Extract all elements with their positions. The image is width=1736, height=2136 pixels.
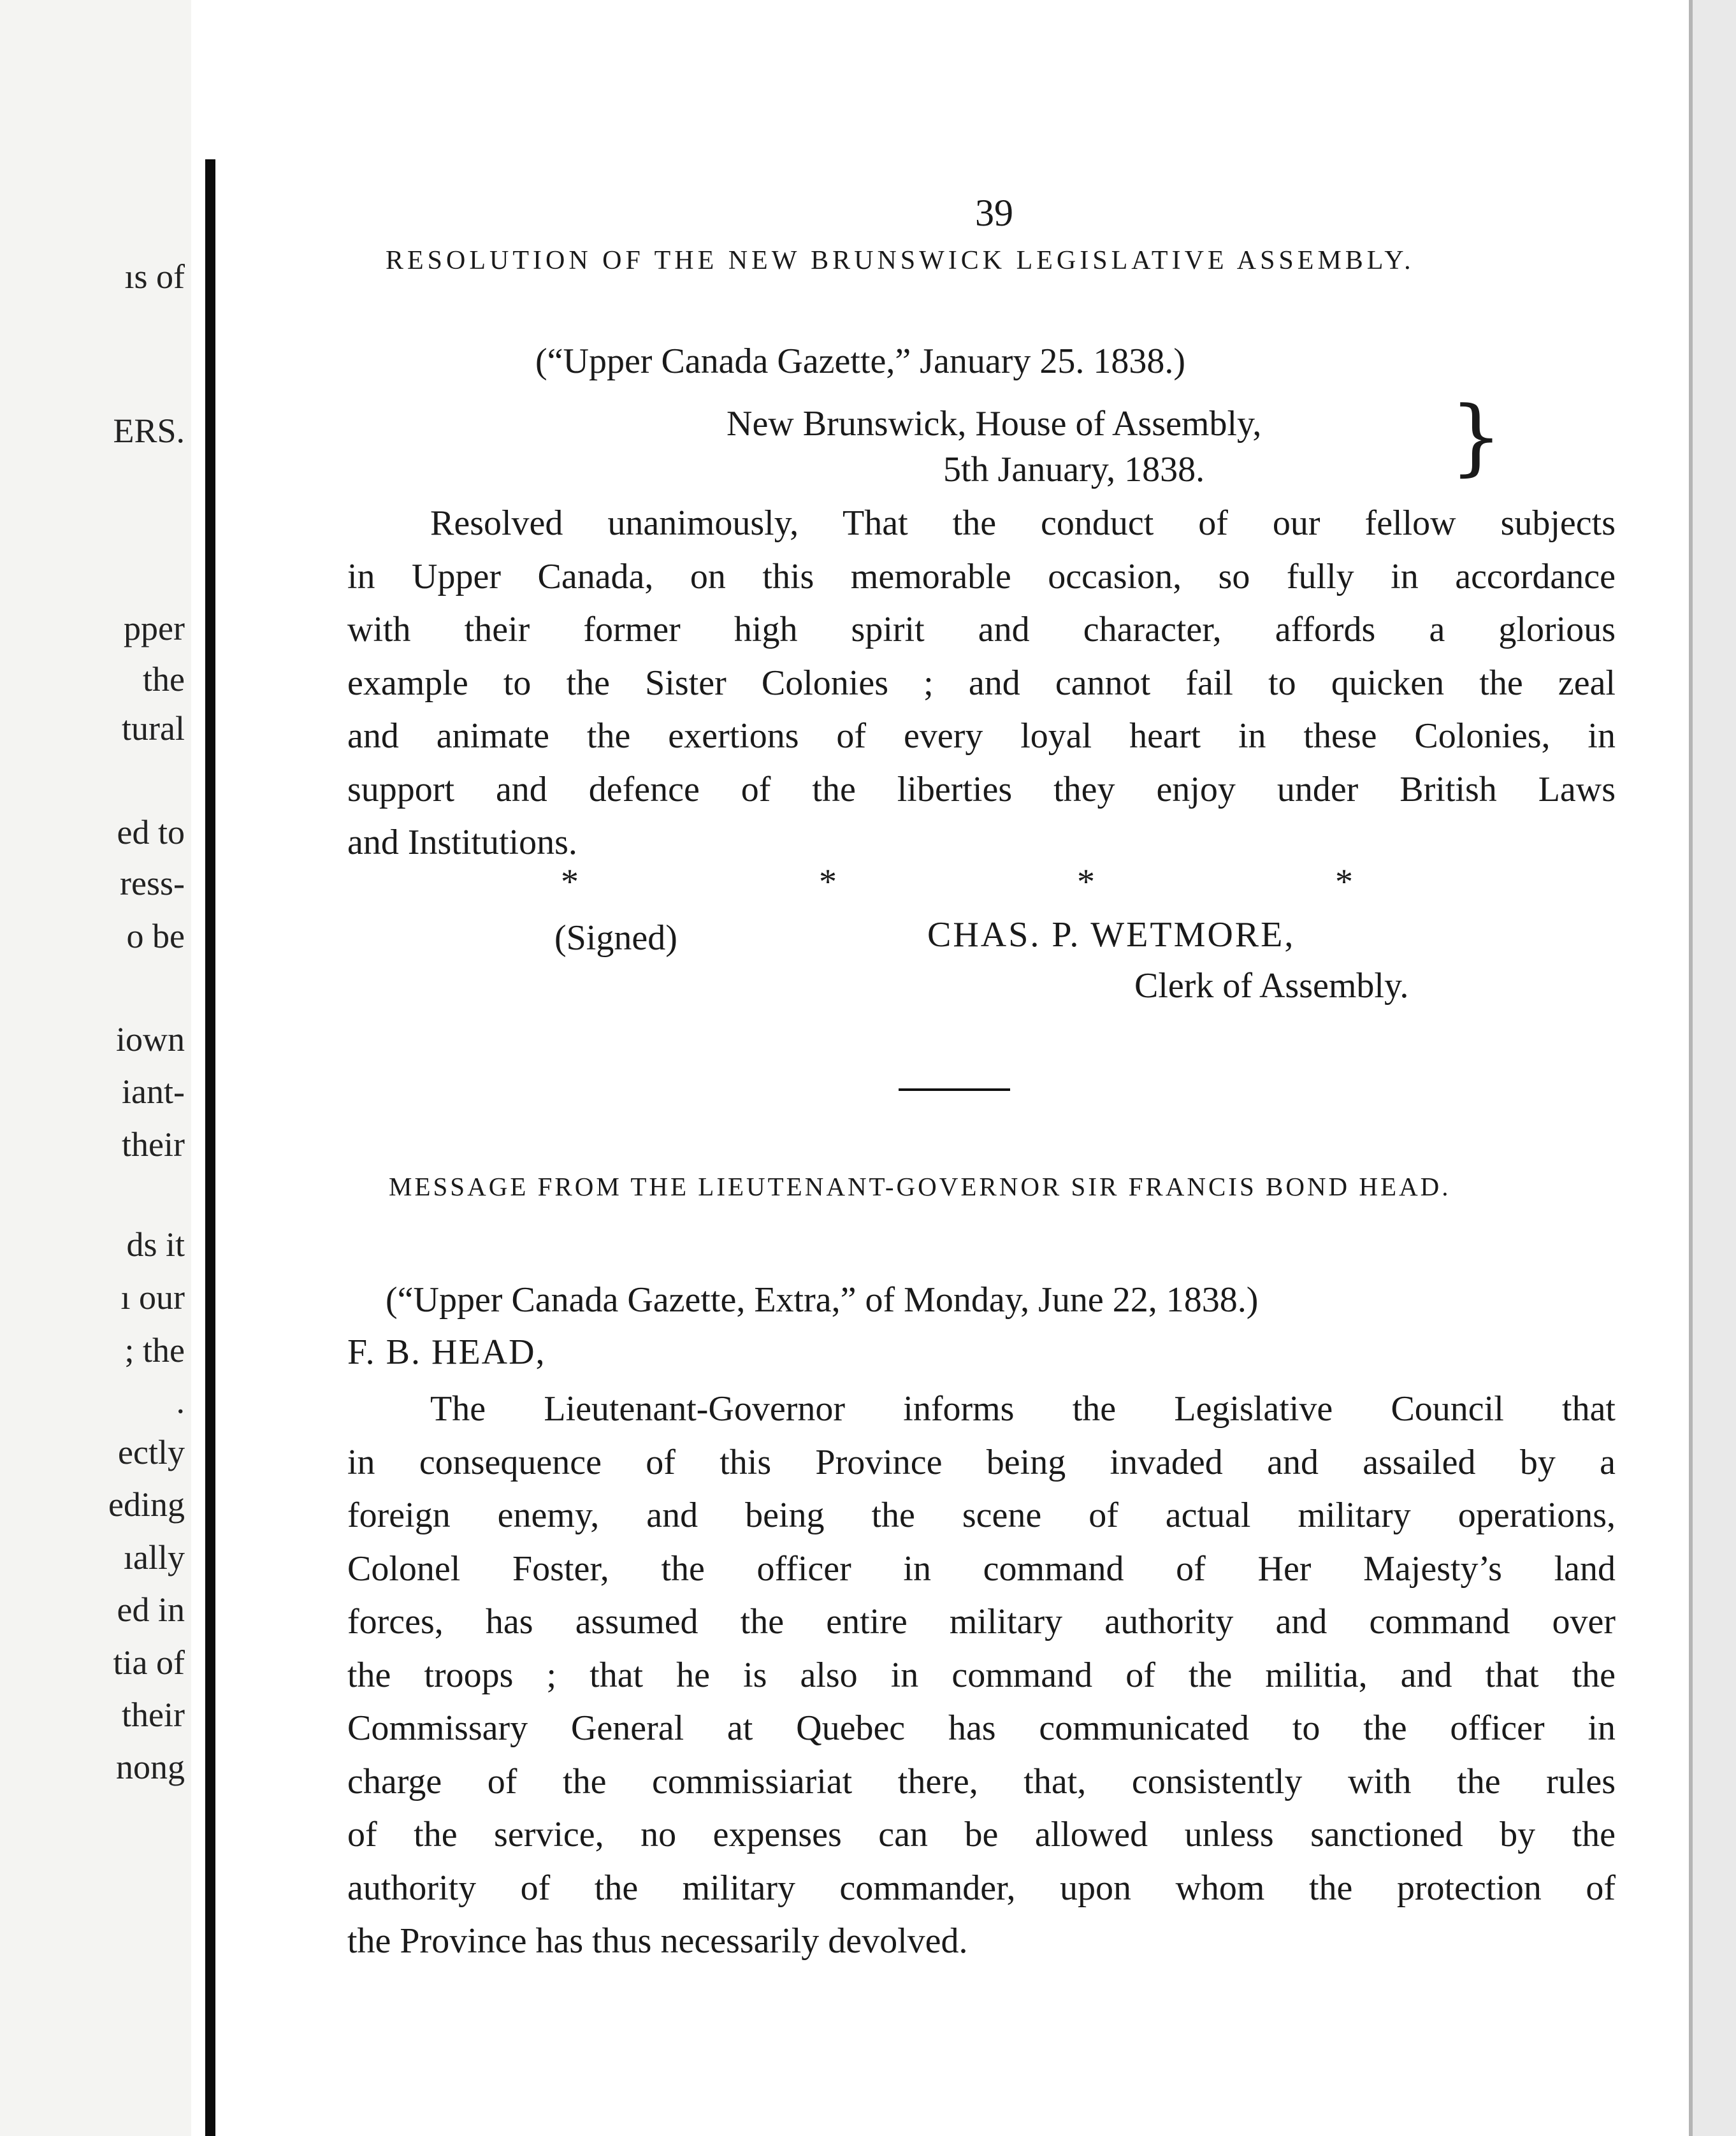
facing-page-fragment: ed to	[117, 813, 185, 851]
facing-page-fragment: pper	[124, 609, 185, 647]
page	[229, 0, 1689, 2136]
paragraph-line: of the service, no expenses can be allowed unless sanctioned by the	[347, 1815, 1616, 1854]
facing-page-fragment: ıs of	[124, 257, 185, 296]
signed-label: (Signed)	[554, 918, 677, 958]
paragraph-line: the troops ; that he is also in command of the militia, and that the	[347, 1655, 1616, 1695]
gazette-source-2: (“Upper Canada Gazette, Extra,” of Monday, June 22, 1838.)	[386, 1280, 1259, 1320]
gazette-source-1: (“Upper Canada Gazette,” January 25. 1838.)	[535, 342, 1186, 381]
asterisk: *	[819, 862, 837, 902]
facing-page-fragment: ı our	[120, 1278, 185, 1317]
page-edge	[1689, 0, 1736, 2136]
facing-page-fragment: ; the	[124, 1331, 185, 1369]
assembly-place: New Brunswick, House of Assembly,	[727, 404, 1262, 444]
message-sender: F. B. HEAD,	[347, 1332, 546, 1372]
book-gutter	[205, 159, 215, 2136]
paragraph-line: in Upper Canada, on this memorable occasion, so fully in accordance	[347, 556, 1616, 596]
signatory-name: CHAS. P. WETMORE,	[927, 915, 1296, 955]
paragraph-line: charge of the commissiariat there, that, consistently with the rules	[347, 1761, 1616, 1801]
facing-page-fragment: ERS.	[113, 412, 185, 450]
facing-page-fragment: iant-	[122, 1072, 185, 1111]
resolution-paragraph	[347, 497, 1616, 870]
paragraph-line: the Province has thus necessarily devolved.	[347, 1921, 968, 1961]
paragraph-line: and Institutions.	[347, 823, 577, 862]
section-heading-message: MESSAGE FROM THE LIEUTENANT-GOVERNOR SIR FRANCIS BOND HEAD.	[389, 1172, 1451, 1201]
paragraph-line: Resolved unanimously, That the conduct of our fellow subjects	[430, 503, 1616, 543]
paragraph-line: example to the Sister Colonies ; and cannot fail to quicken the zeal	[347, 663, 1616, 703]
facing-page-fragment: the	[143, 660, 185, 698]
facing-page-fragment: ıally	[124, 1538, 185, 1577]
asterisk: *	[1077, 862, 1095, 902]
facing-page-fragment: tural	[122, 709, 185, 747]
paragraph-line: foreign enemy, and being the scene of actual military operations,	[347, 1496, 1616, 1535]
paragraph-line: Commissary General at Quebec has communicated to the officer in	[347, 1708, 1616, 1748]
facing-page-fragment: ed in	[117, 1591, 185, 1629]
paragraph-line: in consequence of this Province being invaded and assailed by a	[347, 1442, 1616, 1482]
facing-page-fragment: ds it	[126, 1225, 185, 1264]
paragraph-line: authority of the military commander, upon whom the protection of	[347, 1868, 1616, 1908]
facing-page-fragment: ress-	[120, 864, 185, 902]
facing-page-fragment: eding	[108, 1485, 185, 1524]
facing-page	[0, 0, 191, 2136]
paragraph-line: support and defence of the liberties they enjoy under British Laws	[347, 769, 1616, 809]
facing-page-fragment: .	[176, 1382, 185, 1420]
asterisk: *	[1335, 862, 1353, 902]
section-heading-resolution: RESOLUTION OF THE NEW BRUNSWICK LEGISLATIVE ASSEMBLY.	[386, 246, 1415, 275]
paragraph-line: Colonel Foster, the officer in command of Her Majesty’s land	[347, 1548, 1616, 1589]
message-paragraph	[347, 1383, 1616, 1968]
facing-page-fragment: ectly	[118, 1433, 185, 1471]
page-number: 39	[975, 192, 1013, 234]
assembly-date: 5th January, 1838.	[943, 450, 1205, 489]
paragraph-line: The Lieutenant-Governor informs the Legislative Council that	[430, 1389, 1616, 1429]
facing-page-fragment: their	[122, 1125, 185, 1164]
facing-page-fragment: their	[122, 1696, 185, 1734]
facing-page-fragment: o be	[126, 917, 185, 955]
paragraph-line: forces, has assumed the entire military authority and command over	[347, 1602, 1616, 1642]
paragraph-line: with their former high spirit and character, affords a glorious	[347, 610, 1616, 649]
facing-page-fragment: iown	[116, 1020, 185, 1058]
signatory-title: Clerk of Assembly.	[1134, 966, 1409, 1006]
asterisk: *	[561, 862, 579, 902]
paragraph-line: and animate the exertions of every loyal heart in these Colonies, in	[347, 716, 1616, 756]
facing-page-fragment: tia of	[113, 1643, 185, 1682]
facing-page-fragment: nong	[116, 1748, 185, 1786]
section-divider	[899, 1088, 1010, 1091]
brace-mark: }	[1450, 388, 1503, 485]
